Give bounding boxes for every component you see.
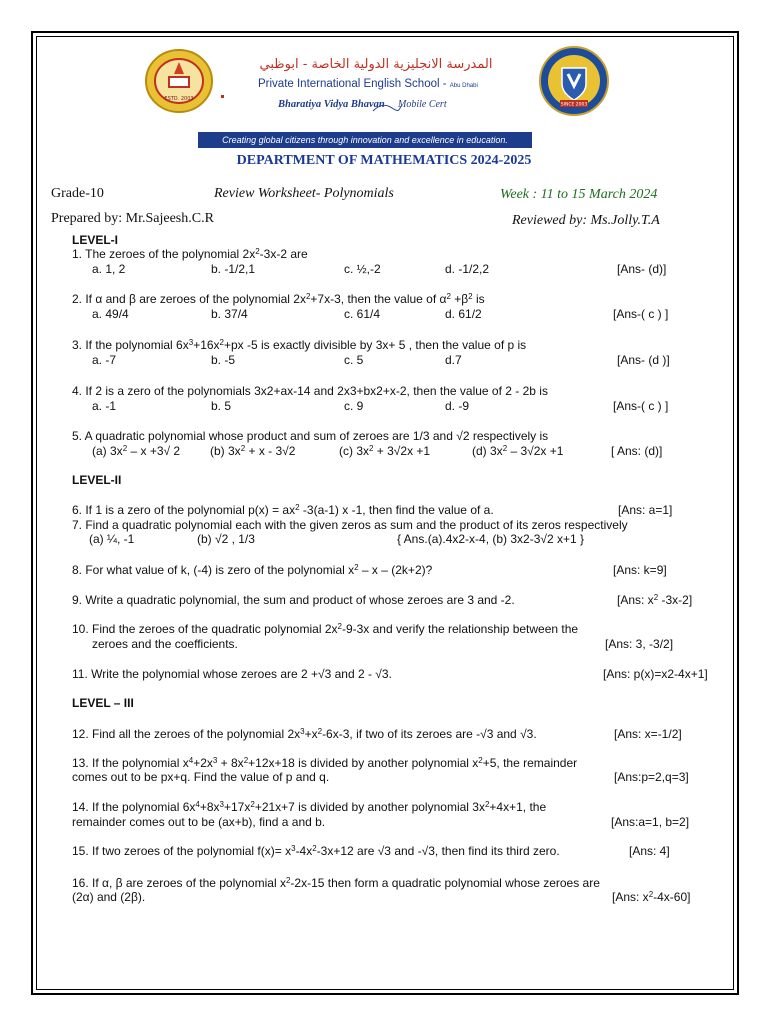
q5-b-text-2: + x - 3√2 <box>245 444 296 458</box>
question-13 <box>72 756 577 770</box>
q15-answer: [Ans: 4] <box>629 844 670 858</box>
q1-option-a: a. 1, 2 <box>92 262 126 276</box>
q2-text: 2. If α and β are zeroes of the polynomial 2x <box>72 292 306 306</box>
q9-ans-sup: 2 <box>653 593 659 602</box>
q16-text-a: 16. If α, β are zeroes of the polynomial x <box>72 876 286 890</box>
q6-answer: [Ans: a=1] <box>618 503 673 517</box>
q13-sup-3: 2 <box>243 756 249 765</box>
q5-option-d <box>472 444 563 458</box>
school-name-english-text: Private International English School - <box>258 78 447 90</box>
q3-text-a: 3. If the polynomial 6x <box>72 338 189 352</box>
q16-text-b: -2x-15 then form a quadratic polynomial whose zeroes are <box>290 876 600 890</box>
q14-text-e: +4x+1, the <box>489 800 547 814</box>
q6-text-b: -3(a-1) x -1, then find the value of a. <box>299 503 494 517</box>
q14-text-d: +21x+7 is divided by another polynomial 3x <box>254 800 485 814</box>
department-title: DEPARTMENT OF MATHEMATICS 2024-2025 <box>236 153 532 168</box>
q16-answer <box>612 890 691 904</box>
q16-ans-sup: 2 <box>648 890 654 899</box>
question-11: 11. Write the polynomial whose zeroes are 2 +√3 and 2 - √3. <box>72 667 392 681</box>
q3-sup-2: 2 <box>219 338 224 347</box>
level-3-heading: LEVEL – III <box>72 696 134 710</box>
q13-text-b: +2x <box>193 756 213 770</box>
q4-option-c: c. 9 <box>344 399 364 413</box>
bhavan-name: Bharatiya Vidya Bhavan <box>278 99 385 110</box>
q15-text-b: -4x <box>295 844 313 858</box>
q11-answer: [Ans: p(x)=x2-4x+1] <box>603 667 708 681</box>
q14-text-c: +17x <box>224 800 251 814</box>
q9-ans-b: -3x-2] <box>658 593 693 607</box>
q2-text-c: +β <box>450 292 469 306</box>
q1-sup: 2 <box>255 247 260 256</box>
q15-sup-1: 3 <box>291 844 296 853</box>
q2-text-b: +7x-3, then the value of α <box>310 292 447 306</box>
q3-option-c: c. 5 <box>344 353 364 367</box>
question-2 <box>72 292 485 306</box>
q16-ans-a: [Ans: x <box>612 890 649 904</box>
question-14 <box>72 800 546 814</box>
q3-sup-1: 3 <box>188 338 194 347</box>
level-2-heading: LEVEL-II <box>72 473 122 487</box>
q1-answer: [Ans- (d)] <box>617 262 667 276</box>
q16-ans-b: -4x-60] <box>653 890 691 904</box>
q2-text-d: is <box>472 292 485 306</box>
q5-d-text-2: – 3√2x +1 <box>507 444 564 458</box>
q12-sup-1: 3 <box>300 727 305 736</box>
q5-d-text: (d) 3x <box>472 444 503 458</box>
q4-option-d: d. -9 <box>445 399 470 413</box>
q3-option-d: d.7 <box>445 353 462 367</box>
q9-ans-a: [Ans: x <box>617 593 654 607</box>
q8-answer: [Ans: k=9] <box>613 563 667 577</box>
level-1-heading: LEVEL-I <box>72 233 119 247</box>
q13-text-c: + 8x <box>217 756 244 770</box>
q12-text-b: +x <box>304 727 318 741</box>
q2-option-d: d. 61/2 <box>445 307 482 321</box>
school-left-logo <box>144 48 214 114</box>
q2-sup-1: 2 <box>305 292 311 301</box>
q12-text-c: -6x-3, if two of its zeroes are -√3 and √3. <box>322 727 537 741</box>
q15-text-c: -3x+12 are √3 and -√3, then find its third zero. <box>316 844 560 858</box>
q7-option-a: (a) ¼, -1 <box>89 532 135 546</box>
q1-option-d: d. -1/2,2 <box>445 262 490 276</box>
q5-c-text-2: + 3√2x +1 <box>373 444 431 458</box>
q1-option-c: c. ½,-2 <box>344 262 381 276</box>
week-label: Week : 11 to 15 March 2024 <box>500 187 658 202</box>
question-10 <box>72 622 578 636</box>
prepared-by: Prepared by: Mr.Sajeesh.C.R <box>51 211 214 226</box>
q14-text-b: +8x <box>199 800 220 814</box>
worksheet-title: Review Worksheet- Polynomials <box>214 186 394 201</box>
tagline-banner: Creating global citizens through innovation and excellence in education. <box>198 132 532 148</box>
q5-a-text: (a) 3x <box>92 444 123 458</box>
q5-b-text: (b) 3x <box>210 444 241 458</box>
q3-option-a: a. -7 <box>92 353 117 367</box>
q10-text-b: -9-3x and verify the relationship between the <box>341 622 579 636</box>
q13-text-a: 13. If the polynomial x <box>72 756 189 770</box>
q5-d-sup: 2 <box>502 444 508 453</box>
q9-answer <box>617 593 692 607</box>
q5-option-b <box>210 444 295 458</box>
red-dot <box>221 95 224 98</box>
q7-answer: { Ans.(a).4x2-x-4, (b) 3x2-3√2 x+1 } <box>397 532 585 546</box>
q13-line-2: comes out to be px+q. Find the value of p and q. <box>72 770 330 784</box>
q1-option-b: b. -1/2,1 <box>211 262 256 276</box>
q3-text-c: +px -5 is exactly divisible by 3x+ 5 , then the value of p is <box>224 338 527 352</box>
question-3 <box>72 338 526 352</box>
question-7: 7. Find a quadratic polynomial each with the given zeros as sum and the product of its zeros respectively <box>72 518 628 532</box>
q5-b-sup: 2 <box>240 444 246 453</box>
grade-label: Grade-10 <box>51 186 104 201</box>
school-right-logo <box>538 44 610 118</box>
left-logo-text: ESTD. 2003 <box>164 96 194 102</box>
question-8 <box>72 563 432 577</box>
question-1 <box>72 247 308 261</box>
q8-text-a: 8. For what value of k, (-4) is zero of the polynomial x <box>72 563 355 577</box>
q13-sup-2: 3 <box>212 756 218 765</box>
q5-option-a <box>92 444 180 458</box>
q5-a-sup: 2 <box>122 444 128 453</box>
question-6 <box>72 503 494 517</box>
q8-sup: 2 <box>354 563 359 572</box>
q4-option-b: b. 5 <box>211 399 232 413</box>
q14-answer: [Ans:a=1, b=2] <box>611 815 690 829</box>
q13-text-d: +12x+18 is divided by another polynomial x <box>248 756 479 770</box>
q16-sup: 2 <box>285 876 291 885</box>
q14-sup-1: 4 <box>195 800 200 809</box>
q3-text-b: +16x <box>193 338 220 352</box>
q10-answer: [Ans: 3, -3/2] <box>605 637 674 651</box>
q10-text-a: 10. Find the zeroes of the quadratic polynomial 2x <box>72 622 338 636</box>
q4-answer: [Ans-( c ) ] <box>613 399 669 413</box>
q5-c-text: (c) 3x <box>339 444 369 458</box>
q1-text-b: -3x-2 are <box>259 247 308 261</box>
q6-text-a: 6. If 1 is a zero of the polynomial p(x) = ax <box>72 503 296 517</box>
question-16 <box>72 876 600 890</box>
q5-a-text-2: – x +3√ 2 <box>127 444 181 458</box>
q13-sup-4: 2 <box>478 756 483 765</box>
q2-option-a: a. 49/4 <box>92 307 129 321</box>
q4-option-a: a. -1 <box>92 399 117 413</box>
question-12 <box>72 727 537 741</box>
q16-line-2: (2α) and (2β). <box>72 890 146 904</box>
q12-sup-2: 2 <box>317 727 323 736</box>
reviewed-by: Reviewed by: Ms.Jolly.T.A <box>512 213 660 228</box>
question-9: 9. Write a quadratic polynomial, the sum and product of whose zeroes are 3 and -2. <box>72 593 515 607</box>
q10-line-2: zeroes and the coefficients. <box>92 637 238 651</box>
q13-sup-1: 4 <box>188 756 194 765</box>
q14-sup-2: 3 <box>219 800 224 809</box>
q15-text-a: 15. If two zeroes of the polynomial f(x)= x <box>72 844 292 858</box>
q13-answer: [Ans:p=2,q=3] <box>614 770 689 784</box>
question-5: 5. A quadratic polynomial whose product and sum of zeroes are 1/3 and √2 respectively is <box>72 429 549 443</box>
q1-text-a: 1. The zeroes of the polynomial 2x <box>72 247 256 261</box>
q2-option-b: b. 37/4 <box>211 307 248 321</box>
school-name-english <box>258 78 478 90</box>
signature-flourish <box>372 103 402 113</box>
signature-text: Mobile Cert <box>398 99 447 110</box>
q14-sup-3: 2 <box>250 800 255 809</box>
q8-text-b: – x – (2k+2)? <box>358 563 433 577</box>
q12-answer: [Ans: x=-1/2] <box>614 727 682 741</box>
q7-option-b: (b) √2 , 1/3 <box>197 532 255 546</box>
q2-answer: [Ans-( c ) ] <box>613 307 669 321</box>
q5-c-sup: 2 <box>369 444 374 453</box>
q6-sup: 2 <box>295 503 300 512</box>
question-15 <box>72 844 560 858</box>
q3-option-b: b. -5 <box>211 353 236 367</box>
q3-answer: [Ans- (d )] <box>617 353 670 367</box>
city-small-text: Abu Dhabi <box>449 83 478 89</box>
q14-text-a: 14. If the polynomial 6x <box>72 800 196 814</box>
q14-sup-4: 2 <box>484 800 490 809</box>
q5-option-c <box>339 444 430 458</box>
q12-text-a: 12. Find all the zeroes of the polynomial 2x <box>72 727 301 741</box>
school-name-arabic: المدرسة الانجليزية الدولية الخاصة - ابوظبي <box>259 57 493 72</box>
q2-sup-3: 2 <box>468 292 473 301</box>
q5-answer: [ Ans: (d)] <box>611 444 663 458</box>
q15-sup-2: 2 <box>312 844 317 853</box>
q13-text-e: +5, the remainder <box>482 756 578 770</box>
q2-option-c: c. 61/4 <box>344 307 381 321</box>
question-4: 4. If 2 is a zero of the polynomials 3x2+ax-14 and 2x3+bx2+x-2, then the value of 2 - 2b is <box>72 384 548 398</box>
q14-line-2: remainder comes out to be (ax+b), find a and b. <box>72 815 326 829</box>
q10-sup: 2 <box>337 622 342 631</box>
q2-sup-2: 2 <box>446 292 451 301</box>
right-logo-text: SINCE 2003 <box>560 102 588 108</box>
